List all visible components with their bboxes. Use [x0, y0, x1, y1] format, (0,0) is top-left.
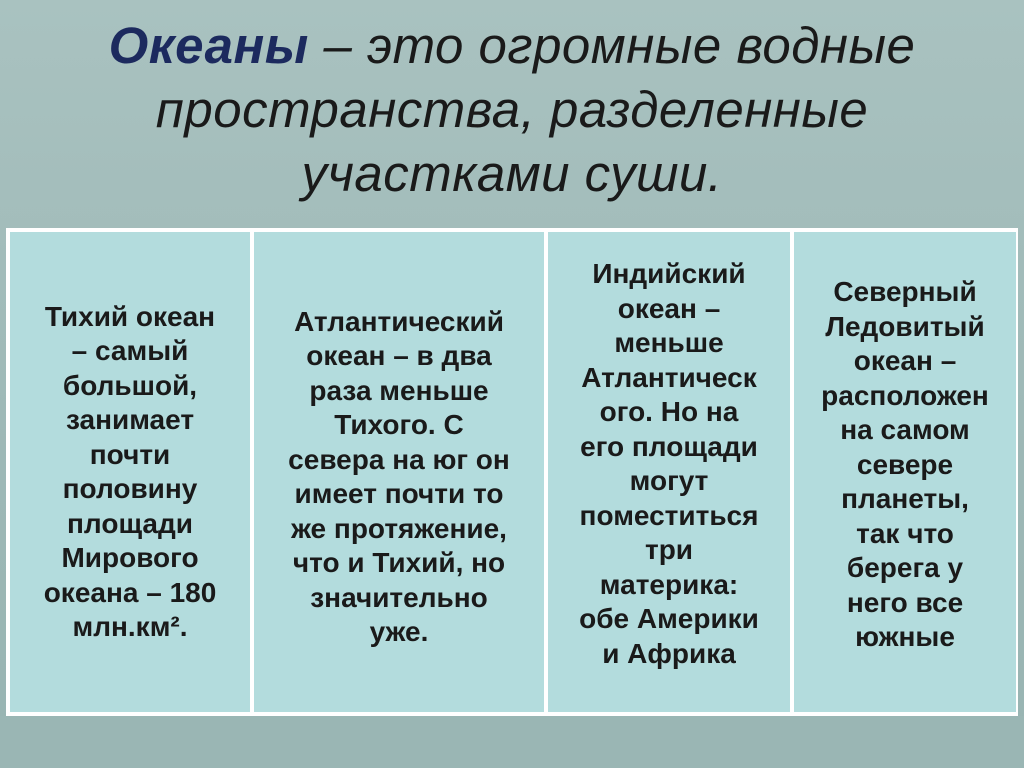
table-cell-arctic: [794, 232, 1016, 712]
cell-text: Тихий океан – самый большой, занимает почти половину площади Мирового океана – 180 млн.км².: [43, 300, 217, 642]
table-cell-indian: [548, 232, 790, 712]
oceans-table: [6, 228, 1018, 716]
slide-title: [20, 14, 1004, 206]
title-lead: Океаны: [108, 17, 309, 74]
bottom-band: [0, 716, 1024, 768]
title-rest: – это огромные водные пространства, разделенные участками суши.: [155, 17, 916, 202]
cell-text: Атлантический океан – в два раза меньше Тихого. С севера на юг он имеет почти то же протяжение, что и Тихий, но значительно уже.: [288, 305, 510, 647]
cell-text: Индийский океан – меньше Атлантическ ого. Но на его площади могут поместиться три материка: обе Америки и Африка: [579, 258, 759, 669]
table-cell-pacific: [10, 232, 250, 712]
cell-text: Северный Ледовитый океан – расположен на самом севере планеты, так что берега у него все южные: [821, 276, 989, 653]
table-cell-atlantic: [254, 232, 544, 712]
